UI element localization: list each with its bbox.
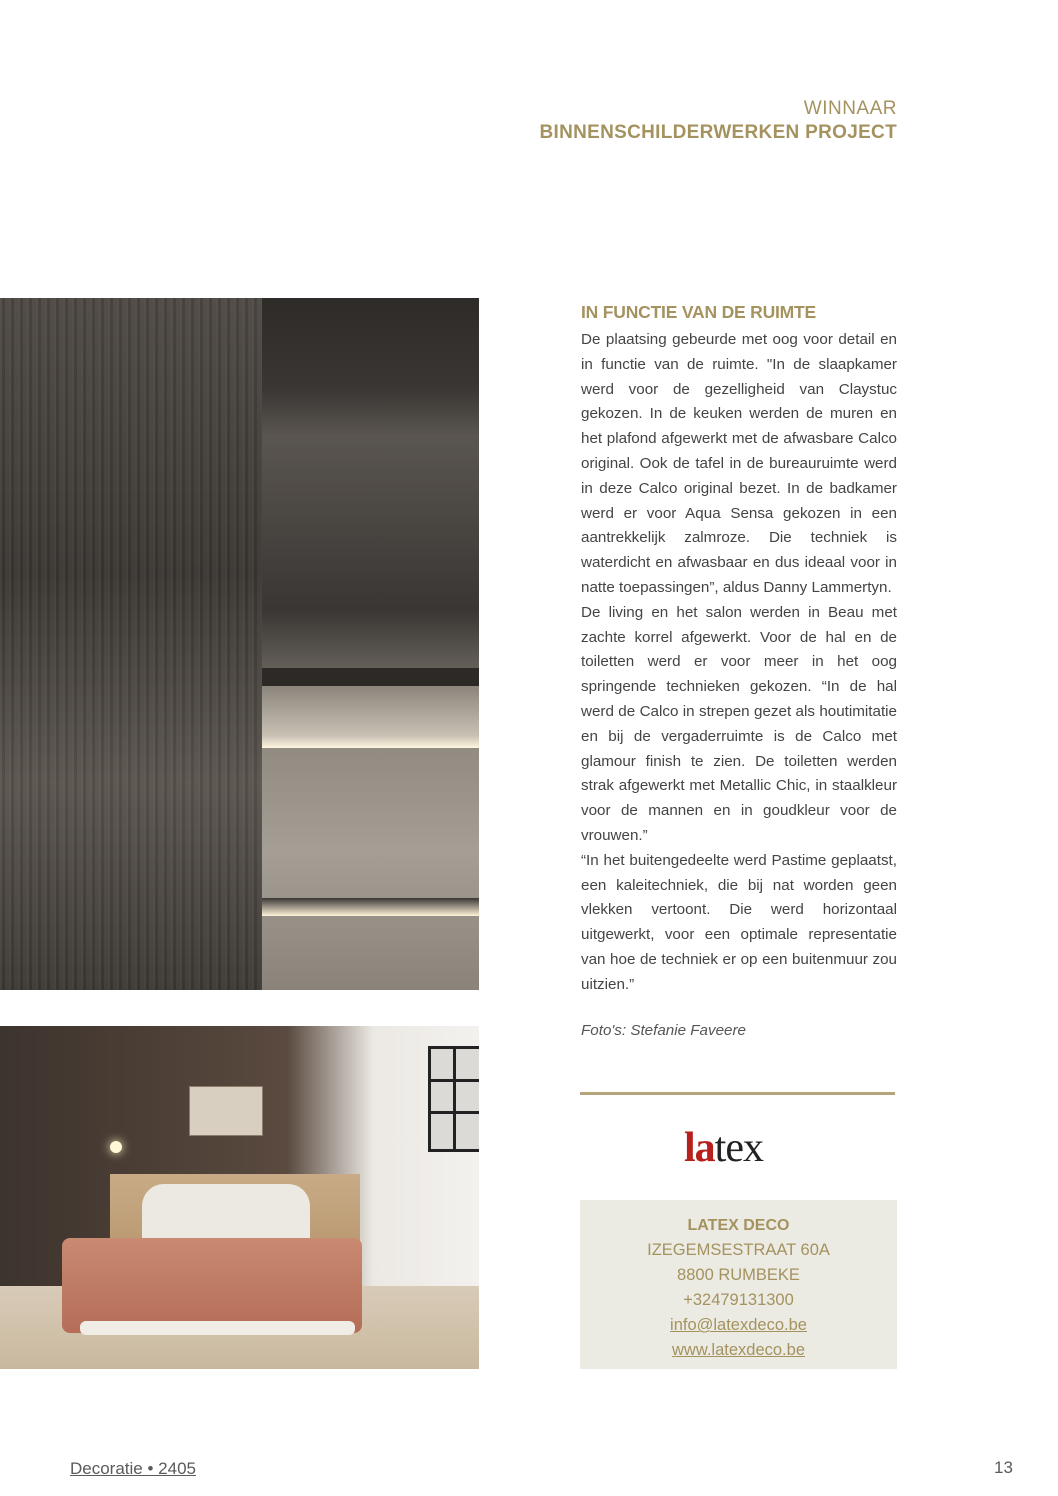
- header-kicker: WINNAAR: [803, 98, 897, 119]
- article-paragraph: De living en het salon werden in Beau met zachte korrel afgewerkt. Voor de hal en de toiletten werd er voor meer in het oog springende technieken gekozen. “In de hal werd de Calco in strepen gezet als houtimitatie en bij de vergaderruimte is de Calco met glamour finish te zien. De toiletten werden strak afgewerkt met Metallic Chic, in staalkleur voor de mannen en in goudkleur voor de vrouwen.”: [581, 603, 897, 844]
- photo-window: [428, 1046, 479, 1152]
- photo-pendant-lamp: [110, 1141, 122, 1153]
- page-header: [540, 97, 897, 145]
- photo-shelf-light: [262, 898, 479, 916]
- contact-name: LATEX DECO: [687, 1217, 790, 1234]
- photo-wall-art: [189, 1086, 263, 1136]
- footer-publication: Decoratie • 2405: [70, 1459, 196, 1478]
- logo-wordmark-rest: tex: [714, 1125, 763, 1171]
- logo-wordmark: [684, 1125, 763, 1171]
- bathroom-photo: [0, 298, 479, 990]
- photo-bed: [62, 1238, 362, 1333]
- photo-credit: Foto's: Stefanie Faveere: [581, 1021, 746, 1039]
- contact-phone: +32479131300: [683, 1291, 794, 1309]
- article-heading: IN FUNCTIE VAN DE RUIMTE: [581, 302, 817, 322]
- photo-wall-left: [0, 298, 262, 990]
- contact-website-link[interactable]: www.latexdeco.be: [672, 1341, 805, 1359]
- article: [581, 300, 897, 1039]
- latex-logo: [684, 1124, 794, 1174]
- photo-wall-right: [262, 298, 479, 990]
- photo-shelf: [262, 686, 479, 748]
- logo-wordmark-accent: la: [684, 1125, 715, 1171]
- article-paragraph: “In het buitengedeelte werd Pastime geplaatst, een kaleitechniek, die bij nat worden geen vlekken vertoont. Die werd horizontaal uitgewerkt, voor een optimale representatie van hoe de techniek er op een buitenmuur zou uitzien.”: [581, 851, 897, 993]
- photo-bed-frame: [142, 1184, 310, 1246]
- contact-city: 8800 RUMBEKE: [677, 1266, 800, 1284]
- contact-email-link[interactable]: info@latexdeco.be: [670, 1316, 807, 1334]
- divider: [580, 1092, 895, 1095]
- page-number: 13: [994, 1458, 1013, 1477]
- photo-bed-base: [80, 1321, 355, 1335]
- bedroom-photo: [0, 1026, 479, 1369]
- contact-street: IZEGEMSESTRAAT 60A: [647, 1241, 830, 1259]
- contact-box: [580, 1200, 897, 1369]
- photo-shelf-top: [262, 668, 479, 686]
- article-paragraph: De plaatsing gebeurde met oog voor detail en in functie van de ruimte. "In de slaapkamer werd voor de gezelligheid van Claystuc gekozen. In de keuken werden de muren en het plafond afgewerkt met de afwasbare Calco original. Ook de tafel in de bureauruimte werd in deze Calco original bezet. In de badkamer werd er voor Aqua Sensa gekozen in een aantrekkelijk zalmroze. Die techniek is waterdicht en afwasbaar en dus ideaal voor in natte toepassingen”, aldus Danny Lammertyn.: [581, 331, 897, 596]
- header-title: BINNENSCHILDERWERKEN PROJECT: [539, 122, 897, 143]
